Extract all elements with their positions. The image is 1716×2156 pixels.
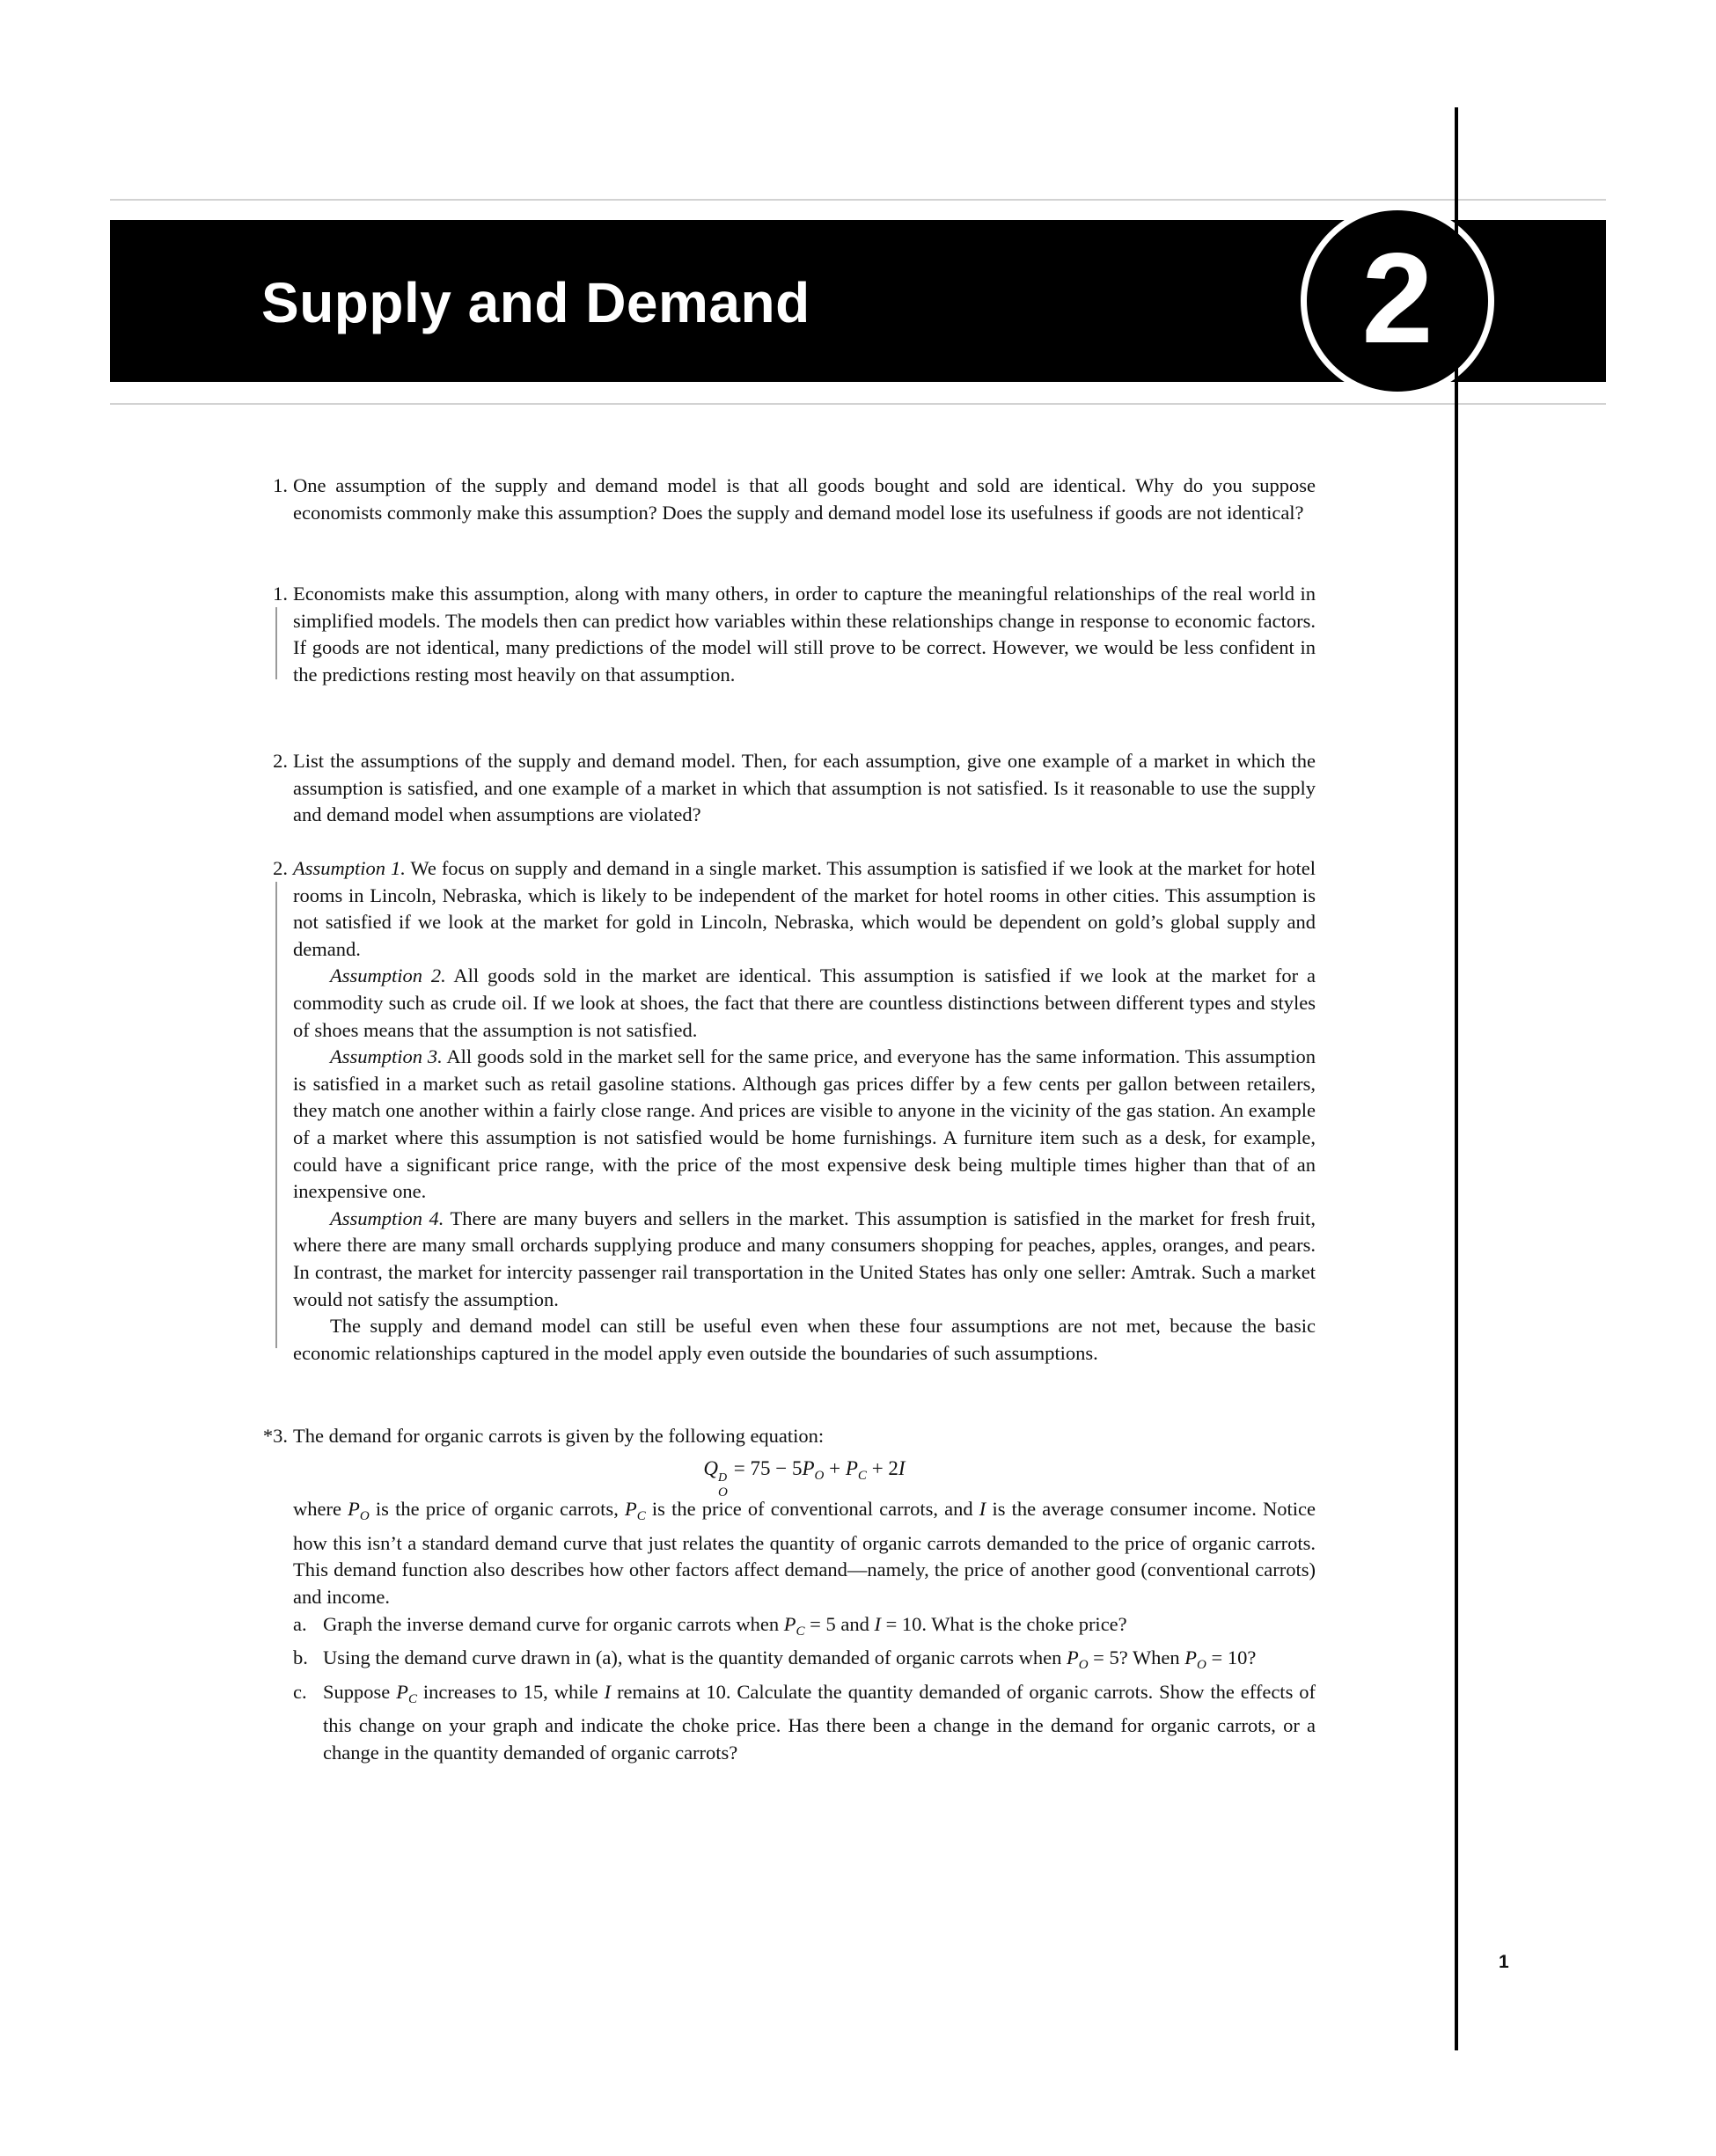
- assumption-label: Assumption 3.: [330, 1045, 443, 1068]
- question-1: [273, 473, 1316, 526]
- question-2: [273, 748, 1316, 829]
- chapter-number-badge: [1301, 204, 1494, 398]
- chapter-title: Supply and Demand: [261, 271, 810, 334]
- part-label: c.: [293, 1680, 307, 1703]
- answer-marker-bar: [275, 607, 277, 679]
- chapter-number: 2: [1361, 226, 1434, 370]
- answer-marker-bar: [275, 882, 277, 1348]
- bottom-rule: [110, 403, 1606, 405]
- question-text: One assumption of the supply and demand model is that all goods bought and sold are identical. Why do you suppose economists commonly make this assumption? Does the supply and demand model lose its usefulness if goods are not identical?: [293, 474, 1316, 524]
- page-number: 1: [1499, 1952, 1509, 1972]
- assumption-label: Assumption 1.: [293, 857, 406, 879]
- answer-2: [273, 855, 1316, 1367]
- question-number: 1.: [273, 474, 288, 496]
- answer-text: Economists make this assumption, along with many others, in order to capture the meaningful relationships of the real world in simplified models. The models then can predict how variables within these relationships change in response to economic factors. If goods are not identical, many predictions of the model will still prove to be correct. However, we would be less confident in the predictions resting most heavily on that assumption.: [293, 583, 1316, 686]
- demand-equation: Q D O = $75 - 5P_O + P_C + 2I$: [703, 1456, 906, 1500]
- answer-1: [273, 581, 1316, 688]
- assumption-label: Assumption 2.: [330, 964, 446, 987]
- question-number: *3.: [262, 1425, 288, 1447]
- question-3: [262, 1423, 1316, 1767]
- answer-number: 2.: [273, 857, 288, 879]
- answer-number: 1.: [273, 583, 288, 605]
- top-rule: [110, 199, 1606, 201]
- margin-vertical-rule: [1455, 107, 1458, 2050]
- part-label: b.: [293, 1646, 308, 1669]
- question-explanation: where $P_O$ is the price of organic carrots, $P_C$ is the price of conventional carrots, and I is the average consumer income. Notice how this isn’t a standard demand curve that just relates the quantity of organic carrots demanded to the price of organic carrots. This demand function also describes how other factors affect demand—namely, the price of another good (conventional carrots) and income.: [293, 1498, 1316, 1608]
- part-b: b. Using the demand curve drawn in (a), what is the quantity demanded of organic carrots when $P_O = 5$? When $P_O = 10$?: [293, 1646, 1257, 1673]
- assumption-4: Assumption 4. There are many buyers and sellers in the market. This assumption is satisfied in the market for fresh fruit, where there are many small orchards supplying produce and many consumers shopping for peaches, apples, oranges, and pears. In contrast, the market for intercity passenger rail transportation in the United States has only one seller: Amtrak. Such a market would not satisfy the assumption.: [293, 1206, 1316, 1310]
- assumption-2: Assumption 2. All goods sold in the market are identical. This assumption is satisfied if we look at the market for a commodity such as crude oil. If we look at shoes, the fact that there are countless distinctions between different types and styles of shoes means that the assumption is not satisfied.: [293, 964, 1316, 1041]
- question-text: List the assumptions of the supply and demand model. Then, for each assumption, give one example of a market in which the assumption is satisfied, and one example of a market in which that assumption is not satisfied. Is it reasonable to use the supply and demand model when assumptions are violated?: [293, 750, 1316, 826]
- assumption-3: Assumption 3. All goods sold in the market sell for the same price, and everyone has the same information. This assumption is satisfied in a market such as retail gasoline stations. Although gas prices differ by a few cents per gallon between retailers, they match one another within a fairly close range. And prices are visible to anyone in the vicinity of the gas station. An example of a market where this assumption is not satisfied would be home furnishings. A furniture item such as a desk, for example, could have a significant price range, with the price of the most expensive desk being multiple times higher than that of an inexpensive one.: [293, 1045, 1316, 1203]
- answer-conclusion: The supply and demand model can still be useful even when these four assumptions are not met, because the basic economic relationships captured in the model apply even outside the boundaries of such assumptions.: [293, 1315, 1316, 1364]
- question-intro: The demand for organic carrots is given by the following equation:: [293, 1425, 825, 1447]
- question-number: 2.: [273, 750, 288, 772]
- part-a: a. Graph the inverse demand curve for organic carrots when $P_C = 5$ and I = 10. What is the choke price?: [293, 1612, 1127, 1639]
- part-c: c. Suppose $P_C$ increases to 15, while I remains at 10. Calculate the quantity demanded of organic carrots. Show the effects of this change on your graph and indicate the choke price. Has there been a change in the demand for organic carrots, or a change in the quantity demanded of organic carrots?: [293, 1680, 1316, 1764]
- part-label: a.: [293, 1612, 307, 1635]
- assumption-1: Assumption 1. We focus on supply and demand in a single market. This assumption is satisfied if we look at the market for hotel rooms in Lincoln, Nebraska, which is likely to be independent of the market for hotel rooms in other cities. This assumption is not satisfied if we look at the market for gold in Lincoln, Nebraska, which would be dependent on gold’s global supply and demand.: [293, 857, 1316, 960]
- question-parts: [293, 1611, 1316, 1767]
- assumption-label: Assumption 4.: [330, 1206, 444, 1229]
